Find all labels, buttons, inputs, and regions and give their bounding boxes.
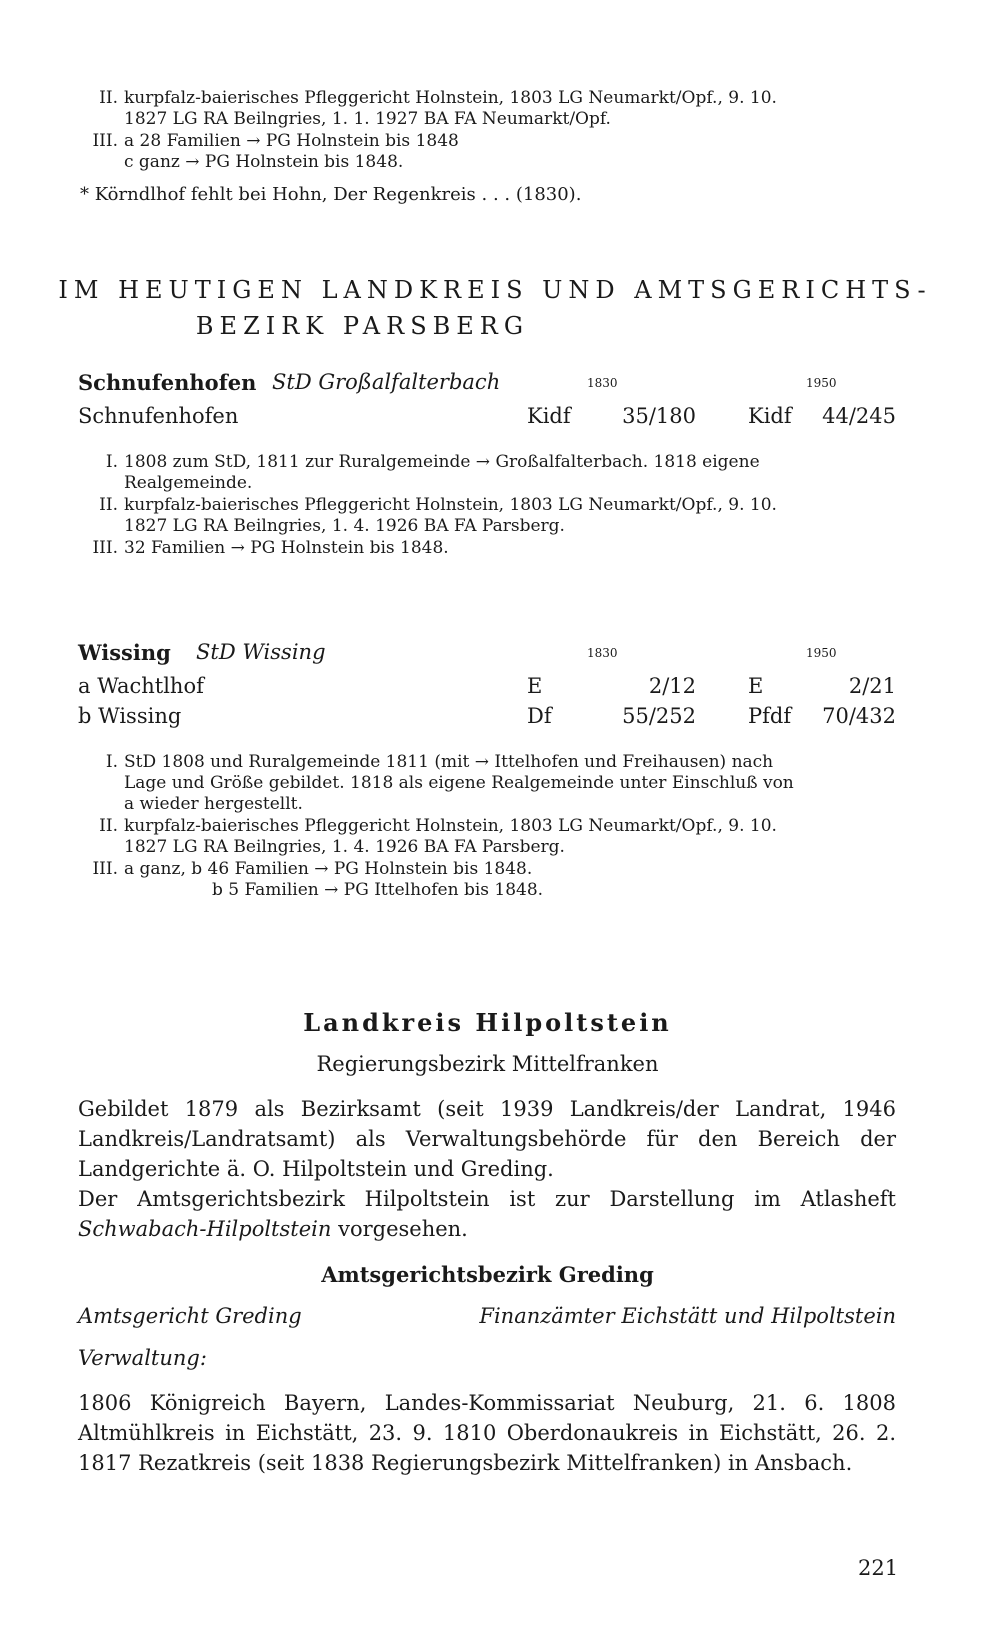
note-line: Realgemeinde. bbox=[124, 473, 253, 493]
year-1830: 1830 bbox=[587, 646, 618, 660]
landkreis-subtitle: Regierungsbezirk Mittelfranken bbox=[316, 1052, 659, 1076]
landkreis-para2-end: vorgesehen. bbox=[338, 1217, 468, 1241]
note-line: a 28 Familien → PG Holnstein bis 1848 bbox=[124, 131, 459, 151]
entry-std: StD Großalfalterbach bbox=[272, 370, 501, 394]
note-block-top bbox=[0, 88, 1000, 178]
footnote: * Körndlhof fehlt bei Hohn, Der Regenkreis . . . (1830). bbox=[80, 184, 582, 205]
note-number: I. bbox=[105, 752, 118, 772]
year-1950: 1950 bbox=[806, 646, 837, 660]
note-number: II. bbox=[99, 495, 118, 515]
note-number: II. bbox=[99, 816, 118, 836]
landkreis-title: Landkreis Hilpoltstein bbox=[303, 1008, 672, 1037]
place-name: a Wachtlhof bbox=[78, 674, 204, 698]
note-line: b 5 Familien → PG Ittelhofen bis 1848. bbox=[212, 880, 544, 900]
place-value-1830: 55/252 bbox=[622, 704, 696, 728]
note-line: 1827 LG RA Beilngries, 1. 4. 1926 BA FA Parsberg. bbox=[124, 837, 565, 857]
note-line: StD 1808 und Ruralgemeinde 1811 (mit → Ittelhofen und Freihausen) nach bbox=[124, 752, 774, 772]
landkreis-para2: Der Amtsgerichtsbezirk Hilpoltstein ist zur Darstellung im Atlasheft bbox=[78, 1187, 896, 1211]
note-line: a ganz, b 46 Familien → PG Holnstein bis 1848. bbox=[124, 859, 533, 879]
note-line: kurpfalz-baierisches Pfleggericht Holnstein, 1803 LG Neumarkt/Opf., 9. 10. bbox=[124, 88, 777, 108]
note-line: a wieder hergestellt. bbox=[124, 794, 303, 814]
entry-schnufenhofen bbox=[0, 370, 1000, 585]
place-value-1950: 2/21 bbox=[848, 674, 896, 698]
place-type-1830: Kidf bbox=[527, 404, 571, 428]
note-line: 1827 LG RA Beilngries, 1. 4. 1926 BA FA Parsberg. bbox=[124, 516, 565, 536]
place-type-1830: E bbox=[527, 674, 543, 698]
landkreis-paragraph bbox=[78, 1094, 896, 1244]
place-value-1950: 44/245 bbox=[822, 404, 896, 428]
note-number: II. bbox=[99, 88, 118, 108]
note-line: kurpfalz-baierisches Pfleggericht Holnstein, 1803 LG Neumarkt/Opf., 9. 10. bbox=[124, 495, 777, 515]
place-name: Schnufenhofen bbox=[78, 404, 239, 428]
place-type-1830: Df bbox=[527, 704, 552, 728]
landkreis-para1: Gebildet 1879 als Bezirksamt (seit 1939 Landkreis/der Landrat, 1946 Landkreis/Landratsamt) als Verwaltungsbehörde für den Bereich der Landgerichte ä. O. Hilpoltstein und Greding. bbox=[78, 1097, 896, 1181]
place-value-1950: 70/432 bbox=[822, 704, 896, 728]
note-line: kurpfalz-baierisches Pfleggericht Holnstein, 1803 LG Neumarkt/Opf., 9. 10. bbox=[124, 816, 777, 836]
entry-title: Schnufenhofen bbox=[78, 370, 257, 395]
note-number: III. bbox=[92, 538, 118, 558]
entry-std: StD Wissing bbox=[196, 640, 326, 664]
note-line: 1808 zum StD, 1811 zur Ruralgemeinde → Großalfalterbach. 1818 eigene bbox=[124, 452, 760, 472]
year-1830: 1830 bbox=[587, 376, 618, 390]
note-line: c ganz → PG Holnstein bis 1848. bbox=[124, 152, 404, 172]
page-number: 221 bbox=[858, 1556, 899, 1580]
place-value-1830: 2/12 bbox=[648, 674, 696, 698]
verwaltung-paragraph: 1806 Königreich Bayern, Landes-Kommissariat Neuburg, 21. 6. 1808 Altmühlkreis in Eichstätt, 23. 9. 1810 Oberdonaukreis in Eichstätt, 26. 2. 1817 Rezatkreis (seit 1838 Regierungsbezirk Mittelfranken) in Ansbach. bbox=[78, 1391, 896, 1475]
place-name: b Wissing bbox=[78, 704, 182, 728]
place-type-1950: Kidf bbox=[748, 404, 792, 428]
atlasheft-title: Schwabach-Hilpoltstein bbox=[78, 1217, 332, 1241]
year-1950: 1950 bbox=[806, 376, 837, 390]
note-line: 1827 LG RA Beilngries, 1. 1. 1927 BA FA Neumarkt/Opf. bbox=[124, 109, 611, 129]
amtsgericht-left: Amtsgericht Greding bbox=[78, 1304, 302, 1328]
entry-wissing bbox=[0, 640, 1000, 920]
place-type-1950: E bbox=[748, 674, 764, 698]
note-line: 32 Familien → PG Holnstein bis 1848. bbox=[124, 538, 449, 558]
verwaltung-label: Verwaltung: bbox=[78, 1346, 207, 1370]
note-number: III. bbox=[92, 859, 118, 879]
place-type-1950: Pfdf bbox=[748, 704, 792, 728]
place-value-1830: 35/180 bbox=[622, 404, 696, 428]
section-heading-line2: BEZIRK PARSBERG bbox=[195, 312, 530, 340]
note-line: Lage und Größe gebildet. 1818 als eigene Realgemeinde unter Einschluß von bbox=[124, 773, 794, 793]
amtsgericht-title: Amtsgerichtsbezirk Greding bbox=[321, 1262, 654, 1287]
section-heading-line1: IM HEUTIGEN LANDKREIS UND AMTSGERICHTS- bbox=[58, 276, 932, 304]
entry-title: Wissing bbox=[78, 640, 171, 665]
note-number: I. bbox=[105, 452, 118, 472]
amtsgericht-right: Finanzämter Eichstätt und Hilpoltstein bbox=[479, 1304, 896, 1328]
note-number: III. bbox=[92, 131, 118, 151]
